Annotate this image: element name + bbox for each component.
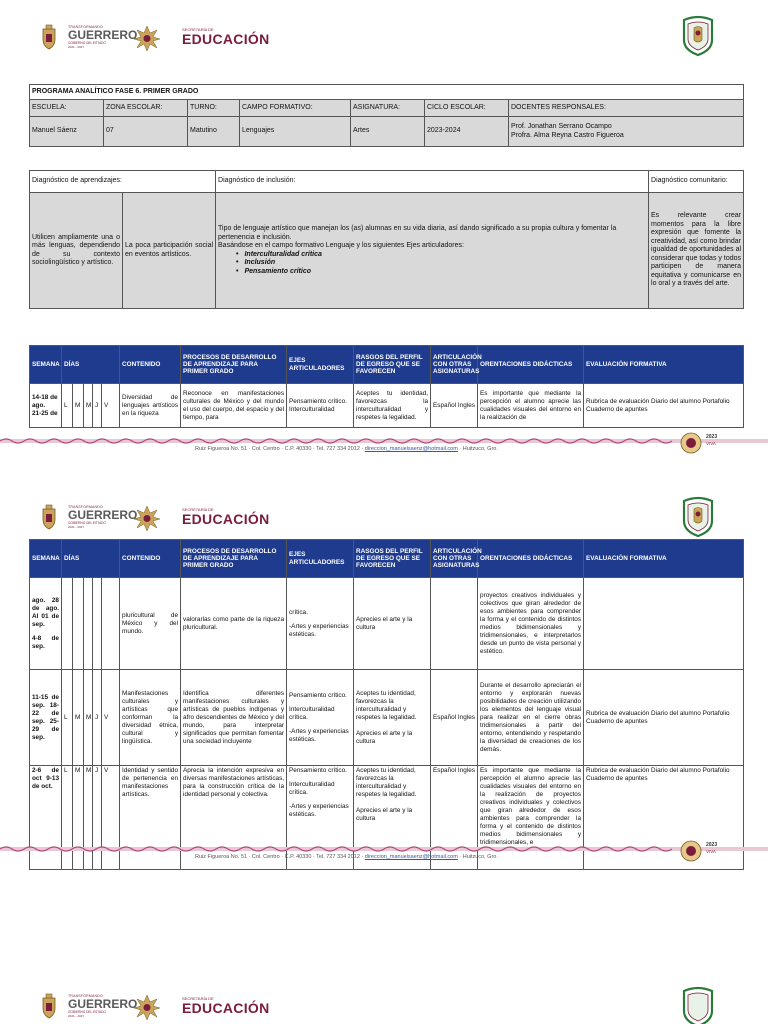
cell-articulacion: [431, 578, 478, 670]
eje-b: Interculturalidad crítica.: [289, 781, 335, 796]
day-cell: L: [62, 384, 73, 428]
footer-ornament-band-icon: [0, 437, 768, 445]
cell-semana: 11-15 de sep. 18-22 de sep. 25-29 de sep.: [30, 670, 62, 766]
eje-b: -Artes y experiencias estéticas.: [289, 622, 349, 638]
semana-a: ago. 28 de ago. Al 01 de sep.: [32, 596, 59, 628]
cell-orientaciones: Es importante que mediante la percepción el alumno aprecie las cualidades visuales del entorno en la realización de: [478, 384, 584, 428]
guerrero-subtitle: GOBIERNO DEL ESTADO: [68, 1010, 106, 1014]
docente-2: Profra. Alma Reyna Castro Figueroa: [511, 131, 624, 139]
day-cell: V: [102, 670, 120, 766]
cell-contenido: Manifestaciones culturales y artísticas que conforman la diversidad étnica, cultural y lingüística.: [120, 670, 181, 766]
eje-item: • Interculturalidad crítica: [236, 251, 646, 260]
eje-b: Interculturalidad crítica.: [289, 705, 335, 721]
semana-b: 21-25 de: [32, 409, 58, 417]
footer-logo-year: 2023: [706, 842, 718, 848]
footer-address: [195, 854, 498, 860]
general-info-table: [29, 84, 744, 147]
cell-semana: [30, 578, 62, 670]
rasgo-b: Aprecies el arte y la cultura: [356, 729, 413, 745]
guerrero-shield-icon: [40, 504, 58, 530]
col-semana: SEMANA: [30, 346, 62, 384]
cell-ejes: [287, 384, 354, 428]
footer-ornament-band-icon: [0, 845, 768, 853]
commemorative-logo-icon: [680, 432, 702, 454]
footer-email-link[interactable]: direccion_manuelsaenz@hotmail.com: [364, 854, 458, 860]
program-title: PROGRAMA ANALÍTICO FASE 6. PRIMER GRADO: [30, 85, 744, 100]
day-cell: M: [73, 670, 84, 766]
eje-a: Pensamiento crítico.: [289, 691, 347, 699]
footer-logo-year: 2023: [706, 434, 718, 440]
plan-table-page-1: [29, 345, 744, 428]
col-rasgos: RASGOS DEL PERFIL DE EGRESO QUE SE FAVORECEN: [354, 540, 431, 578]
diag-inclusion: [216, 193, 649, 309]
label-zona: ZONA ESCOLAR:: [104, 100, 188, 117]
day-cell: L: [62, 766, 73, 870]
eje-item: • Pensamiento crítico: [236, 268, 646, 277]
value-ciclo: 2023-2024: [425, 117, 509, 147]
guerrero-years: 2021 - 2027: [68, 525, 85, 529]
day-cell: L: [62, 670, 73, 766]
col-articulacion: ARTICULACIÓN CON OTRAS ASIGNATURAS: [431, 540, 478, 578]
footer-logo: [680, 432, 732, 454]
diag-aprendizajes-2: La poca participación social en eventos artísticos.: [123, 193, 216, 309]
guerrero-title: GUERRERO: [68, 997, 138, 1011]
label-turno: TURNO:: [188, 100, 240, 117]
label-campo: CAMPO FORMATIVO:: [240, 100, 351, 117]
day-cell: [84, 578, 93, 670]
semana-b: 4-8 de sep.: [32, 634, 59, 650]
guerrero-tagline: TRANSFORMANDO: [68, 25, 103, 29]
cell-evaluacion: [584, 578, 744, 670]
label-asignatura: ASIGNATURA:: [351, 100, 425, 117]
educacion-logo: [182, 27, 282, 53]
col-procesos: PROCESOS DE DESARROLLO DE APRENDIZAJE PARA PRIMER GRADO: [181, 540, 287, 578]
col-orientaciones: ORENTACIONES DIDÁCTICAS: [478, 540, 584, 578]
cell-articulacion: Español Ingles: [431, 670, 478, 766]
col-evaluacion: EVALUACIÓN FORMATIVA: [584, 540, 744, 578]
eje-b: Interculturalidad: [289, 405, 335, 413]
plan-table-page-2: [29, 539, 744, 870]
cell-semana: [30, 384, 62, 428]
guerrero-shield-icon: [40, 993, 58, 1019]
diag-aprendizajes-1: Utilicen ampliamente una o más lenguas, dependiendo de su contexto sociolingüístico y artístico.: [30, 193, 123, 309]
cell-orientaciones: Durante el desarrollo apreciarán el entorno y explorarán nuevas posibilidades de creación utilizando los elementos del lenguaje visual para realizar en el cierre obras tridimensionales a partir del entorno, entendiendo y respetando la diversidad de creaciones de los demás.: [478, 670, 584, 766]
diag-aprendizajes-label: Diagnóstico de aprendizajes:: [30, 171, 216, 193]
day-cell: M: [84, 670, 93, 766]
col-ejes: EJES ARTICULADORES: [287, 540, 354, 578]
cell-semana: 2-6 de oct 9-13 de oct.: [30, 766, 62, 870]
footer-address-text: Ruiz Figueroa No. 51 · Col. Centro · C.P. 40330 · Tel. 727 334 2012 ·: [195, 854, 364, 860]
cell-evaluacion: Rubrica de evaluación Diario del alumno Portafolio Cuaderno de apuntes: [584, 766, 744, 870]
day-cell: V: [102, 766, 120, 870]
eje-a: Pensamiento crítico.: [289, 767, 347, 774]
col-orientaciones: ORENTACIONES DIDÁCTICAS: [478, 346, 584, 384]
day-cell: [73, 578, 84, 670]
cell-orientaciones: proyectos creativos individuales y colectivos que giran alrededor de esos ambientes para comprender la forma y el contenido de distintos medios bidimensionales y tridimensionales, e interpretarlos desde un punto de vista personal y estético.: [478, 578, 584, 670]
cell-contenido: Identidad y sentido de pertenencia en manifestaciones artísticas.: [120, 766, 181, 870]
school-crest-icon: [680, 495, 716, 537]
value-docentes: [509, 117, 744, 147]
cell-articulacion: Español Ingles: [431, 384, 478, 428]
col-semana: SEMANA: [30, 540, 62, 578]
col-procesos: PROCESOS DE DESARROLLO DE APRENDIZAJE PARA PRIMER GRADO: [181, 346, 287, 384]
day-cell: J: [93, 384, 102, 428]
day-cell: M: [84, 766, 93, 870]
eje-item: • Inclusión: [236, 259, 646, 268]
cell-contenido: Diversidad de lenguajes artísticos en la riqueza: [120, 384, 181, 428]
eje-a: crítica.: [289, 608, 308, 616]
educacion-logo: [182, 507, 282, 533]
diagnostics-table: [29, 170, 744, 309]
educacion-tagline: SECRETARÍA DE: [182, 507, 214, 512]
educacion-logo: [182, 996, 282, 1022]
footer-logo-text: VIVA: [706, 849, 716, 854]
guerrero-subtitle: GOBIERNO DEL ESTADO: [68, 41, 106, 45]
value-zona: 07: [104, 117, 188, 147]
col-evaluacion: EVALUACIÓN FORMATIVA: [584, 346, 744, 384]
label-docentes: DOCENTES RESPONSALES:: [509, 100, 744, 117]
col-ejes: EJES ARTICULADORES: [287, 346, 354, 384]
cell-articulacion: Español Ingles: [431, 766, 478, 870]
day-cell: [62, 578, 73, 670]
footer-address: [195, 446, 498, 452]
day-cell: M: [73, 766, 84, 870]
label-ciclo: CICLO ESCOLAR:: [425, 100, 509, 117]
diag-comunitario: Es relevante crear momentos para la libre expresión que fomente la creatividad, así como brindar igualdad de oportunidades al considerar que todas y todos participen de manera equitativa y comunicarse en lo oral y a través del arte.: [649, 193, 744, 309]
page-header: [0, 0, 768, 80]
eje-a: Pensamiento crítico.: [289, 397, 347, 405]
cell-procesos: Reconoce en manifestaciones culturales de México y del mundo el uso del cuerpo, del espacio y del tiempo, para: [181, 384, 287, 428]
educacion-tagline: SECRETARÍA DE: [182, 996, 214, 1001]
ornament-logo-icon: [133, 24, 161, 52]
school-crest-icon: [680, 985, 716, 1024]
col-dias: DÍAS: [62, 540, 120, 578]
guerrero-years: 2021 - 2027: [68, 1014, 85, 1018]
cell-ejes: [287, 578, 354, 670]
guerrero-title: GUERRERO: [68, 508, 138, 522]
commemorative-logo-icon: [680, 840, 702, 862]
rasgo-a: Aceptes tu identidad, favorezcas la interculturalidad y respetes la legalidad.: [356, 767, 417, 798]
footer-city: · Huitzuco, Gro.: [459, 854, 498, 860]
cell-rasgos: [354, 670, 431, 766]
diag-comunitario-label: Diagnóstico comunitario:: [649, 171, 744, 193]
value-turno: Matutino: [188, 117, 240, 147]
rasgo-a: Aceptes tu identidad, favorezcas la interculturalidad y respetes la legalidad.: [356, 689, 417, 721]
label-escuela: ESCUELA:: [30, 100, 104, 117]
eje-c: -Artes y experiencias estéticas.: [289, 727, 349, 743]
day-cell: [93, 578, 102, 670]
cell-procesos: Aprecia la intención expresiva en diversas manifestaciones artísticas, para la construcción crítica de la identidad personal y colectiva.: [181, 766, 287, 870]
col-articulacion: ARTICULACIÓN CON OTRAS ASIGNATURAS: [431, 346, 478, 384]
value-escuela: Manuel Sáenz: [30, 117, 104, 147]
diag-inclusion-text: Tipo de lenguaje artístico que manejan los (as) alumnas en su vida diaria, así dando significado a su propia cultura y fomentar la pertenencia e inclusión.: [218, 225, 617, 241]
ornament-logo-icon: [133, 993, 161, 1021]
guerrero-tagline: TRANSFORMANDO: [68, 505, 103, 509]
day-cell: J: [93, 766, 102, 870]
day-cell: V: [102, 384, 120, 428]
footer-logo-text: VIVA: [706, 441, 716, 446]
cell-evaluacion: Rubrica de evaluación Diario del alumno Portafolio Cuaderno de apuntes: [584, 670, 744, 766]
guerrero-title: GUERRERO: [68, 28, 138, 42]
col-dias: DÍAS: [62, 346, 120, 384]
col-contenido: CONTENIDO: [120, 346, 181, 384]
educacion-title: EDUCACIÓN: [182, 31, 270, 47]
guerrero-tagline: TRANSFORMANDO: [68, 994, 103, 998]
footer-logo: [680, 840, 732, 862]
footer-address-text: Ruiz Figueroa No. 51 · Col. Centro · C.P. 40330 · Tel. 727 334 2012 ·: [195, 446, 364, 452]
footer-email-link[interactable]: direccion_manuelsaenz@hotmail.com: [364, 446, 458, 452]
educacion-title: EDUCACIÓN: [182, 511, 270, 527]
rasgo-b: Aprecies el arte y la cultura: [356, 807, 413, 822]
day-cell: [102, 578, 120, 670]
docente-1: Prof. Jonathan Serrano Ocampo: [511, 123, 612, 130]
cell-rasgos: Aceptes tu identidad, favorezcas la interculturalidad y respetes la legalidad.: [354, 384, 431, 428]
value-campo: Lenguajes: [240, 117, 351, 147]
value-asignatura: Artes: [351, 117, 425, 147]
guerrero-shield-icon: [40, 24, 58, 50]
semana-a: 14-18 de ago.: [32, 393, 58, 409]
cell-procesos: Identifica diferentes manifestaciones culturales y artísticas de pueblos indígenas y afro descendientes de México y del mundo, para interpretar significados que permitan fomentar una sociedad incluyente: [181, 670, 287, 766]
col-contenido: CONTENIDO: [120, 540, 181, 578]
school-crest-icon: [680, 14, 716, 56]
cell-contenido: pluricultural de México y del mundo.: [120, 578, 181, 670]
cell-procesos: valorarlas como parte de la riqueza pluricultural.: [181, 578, 287, 670]
ejes-list: [218, 251, 646, 277]
educacion-tagline: SECRETARÍA DE: [182, 27, 214, 32]
educacion-title: EDUCACIÓN: [182, 1000, 270, 1016]
ornament-logo-icon: [133, 504, 161, 532]
page-3: [0, 985, 768, 1024]
cell-rasgos: Aprecies el arte y la cultura: [354, 578, 431, 670]
diag-inclusion-label: Diagnóstico de inclusión:: [216, 171, 649, 193]
col-rasgos: RASGOS DEL PERFIL DE EGRESO QUE SE FAVORECEN: [354, 346, 431, 384]
page-1: [0, 0, 768, 470]
day-cell: M: [73, 384, 84, 428]
cell-ejes: [287, 670, 354, 766]
guerrero-years: 2021 - 2027: [68, 45, 85, 49]
cell-evaluacion: Rubrica de evaluación Diario del alumno Portafolio Cuaderno de apuntes: [584, 384, 744, 428]
page-2: [0, 492, 768, 892]
eje-c: -Artes y experiencias estéticas.: [289, 803, 349, 818]
cell-orientaciones: Es importante que mediante la percepción el alumno aprecie las cualidades visuales del entorno en la realización de proyectos creativos individuales y colectivos que giran alrededor de esos ambientes para comprender la forma y el contenido de distintos medios bidimensionales y tridimensionales, e: [478, 766, 584, 870]
footer-city: · Huitzuco, Gro.: [459, 446, 498, 452]
diag-inclusion-ejes: Basándose en el campo formativo Lenguaje y los siguientes Ejes articuladores:: [218, 242, 464, 249]
day-cell: J: [93, 670, 102, 766]
guerrero-subtitle: GOBIERNO DEL ESTADO: [68, 521, 106, 525]
day-cell: M: [84, 384, 93, 428]
